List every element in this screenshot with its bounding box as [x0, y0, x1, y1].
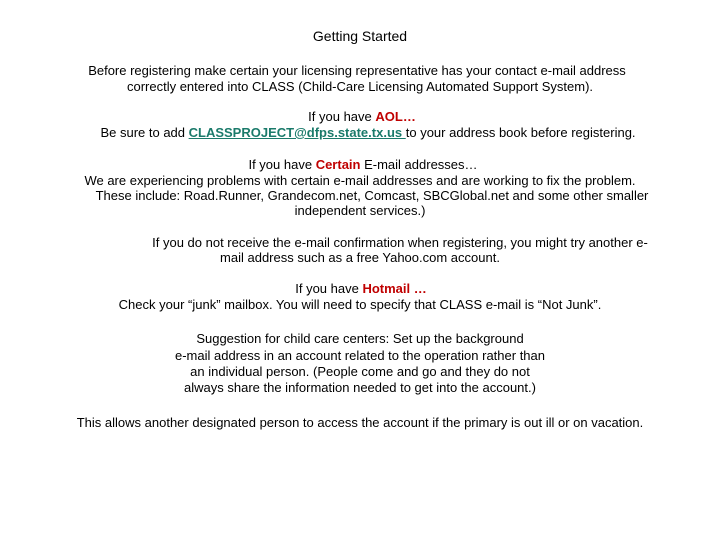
hotmail-line-2: Check your “junk” mailbox. You will need to specify that CLASS e-mail is “Not Junk”. — [118, 297, 602, 312]
aol-line2-suffix: to your address book before registering. — [405, 125, 636, 140]
no-confirmation-line-1: If you do not receive the e-mail confirmation when registering, you might try another e- — [152, 235, 648, 250]
intro-line-2: correctly entered into CLASS (Child-Care Licensing Automated Support System). — [126, 79, 594, 94]
certain-suffix: E-mail addresses… — [360, 157, 478, 172]
aol-line2-prefix: Be sure to add — [100, 125, 189, 140]
certain-name: Certain — [315, 157, 361, 172]
suggestion-line-3: an individual person. (People come and go and they do not — [190, 364, 530, 379]
hotmail-prefix: If you have — [295, 281, 363, 296]
certain-line-3: These include: Road.Runner, Grandecom.net, Comcast, SBCGlobal.net and some other smaller — [95, 188, 649, 203]
classproject-email-link[interactable]: CLASSPROJECT@dfps.state.tx.us — [188, 125, 406, 140]
suggestion-line-4: always share the information needed to get into the account.) — [184, 380, 536, 395]
certain-line-4: independent services.) — [294, 203, 426, 218]
aol-name: AOL… — [375, 109, 416, 124]
hotmail-heading — [1, 281, 720, 297]
page-title: Getting Started — [312, 28, 408, 44]
suggestion-line-2: e-mail address in an account related to the operation rather than — [174, 348, 545, 363]
aol-heading — [2, 109, 720, 125]
certain-line-2: We are experiencing problems with certain e-mail addresses and are working to fix the problem. — [84, 173, 636, 188]
certain-prefix: If you have — [248, 157, 316, 172]
aol-instruction — [8, 125, 720, 141]
certain-heading — [3, 157, 720, 173]
intro-line-1: Before registering make certain your licensing representative has your contact e-mail address — [88, 63, 626, 78]
no-confirmation-line-2: mail address such as a free Yahoo.com account. — [220, 250, 500, 265]
closing-text: This allows another designated person to access the account if the primary is out ill or on vacation. — [76, 415, 644, 430]
hotmail-name: Hotmail … — [362, 281, 427, 296]
suggestion-line-1: Suggestion for child care centers: Set up the background — [196, 331, 524, 346]
aol-prefix: If you have — [308, 109, 376, 124]
